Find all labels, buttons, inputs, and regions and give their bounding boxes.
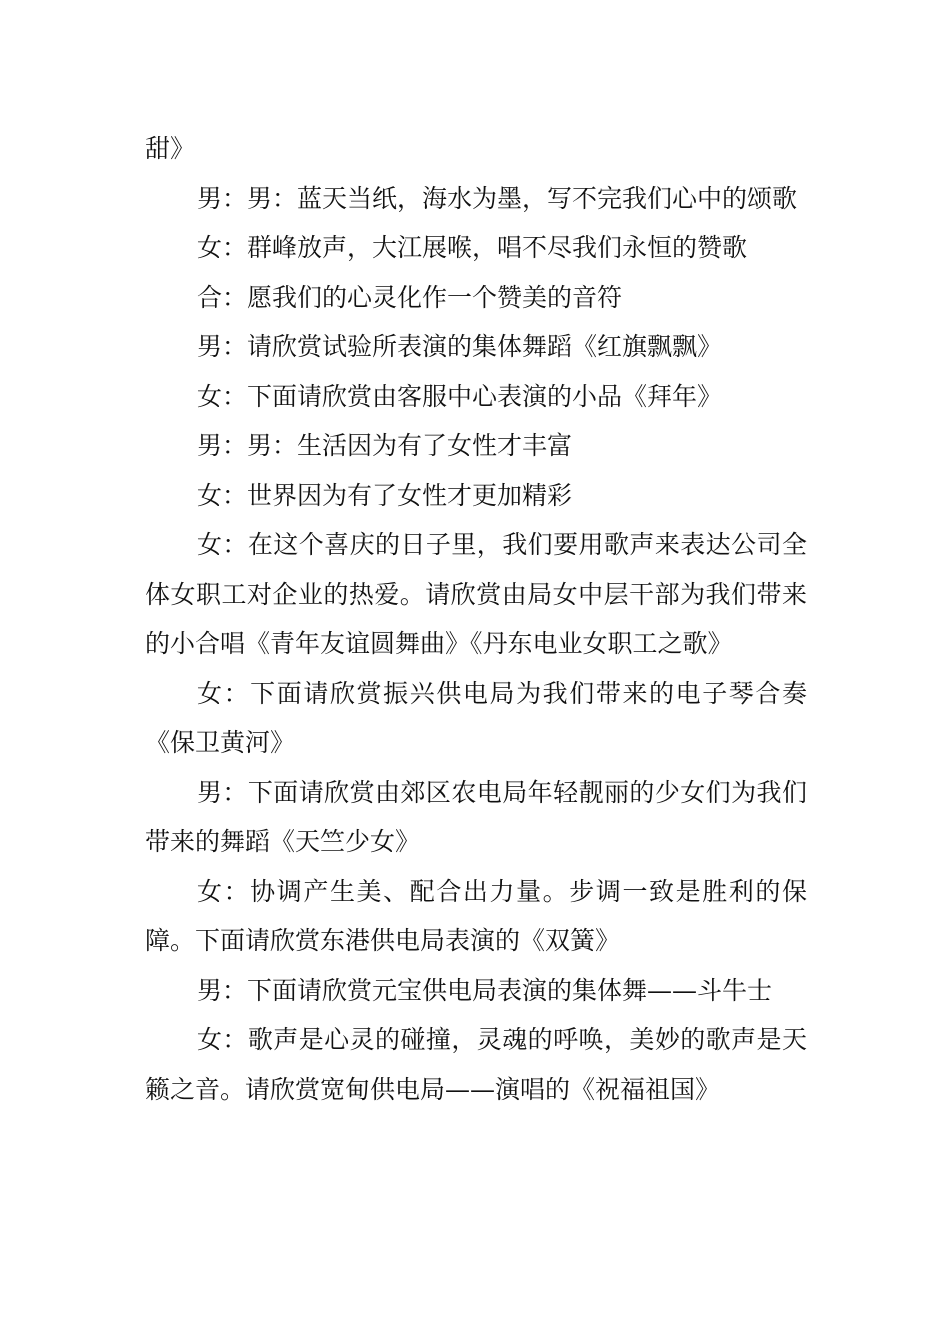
dialogue-line: 女：下面请欣赏由客服中心表演的小品《拜年》 xyxy=(197,381,723,411)
dialogue-line: 女：世界因为有了女性才更加精彩 xyxy=(197,480,573,510)
dialogue-line: 男：下面请欣赏由郊区农电局年轻靓丽的少女们为我们带来的舞蹈《天竺少女》 xyxy=(145,777,807,856)
document-body xyxy=(145,124,807,1114)
dialogue-line: 女：群峰放声，大江展喉，唱不尽我们永恒的赞歌 xyxy=(197,233,748,262)
dialogue-line: 女：歌声是心灵的碰撞，灵魂的呼唤，美妙的歌声是天籁之音。请欣赏宽甸供电局——演唱的《祝福祖国》 xyxy=(145,1025,807,1104)
dialogue-line: 女：下面请欣赏振兴供电局为我们带来的电子琴合奏《保卫黄河》 xyxy=(145,678,807,757)
dialogue-line: 男：男：蓝天当纸，海水为墨，写不完我们心中的颂歌 xyxy=(197,183,798,213)
dialogue-line: 男：男：生活因为有了女性才丰富 xyxy=(197,431,573,460)
dialogue-line: 女：协调产生美、配合出力量。步调一致是胜利的保障。下面请欣赏东港供电局表演的《双簧》 xyxy=(145,876,807,955)
dialogue-line: 男：请欣赏试验所表演的集体舞蹈《红旗飘飘》 xyxy=(197,332,723,361)
dialogue-line: 女：在这个喜庆的日子里，我们要用歌声来表达公司全体女职工对企业的热爱。请欣赏由局女中层干部为我们带来的小合唱《青年友谊圆舞曲》《丹东电业女职工之歌》 xyxy=(145,530,807,658)
paragraph-continuation: 甜》 xyxy=(145,134,196,163)
dialogue-line: 合：愿我们的心灵化作一个赞美的音符 xyxy=(197,282,623,312)
dialogue-line: 男：下面请欣赏元宝供电局表演的集体舞——斗牛士 xyxy=(197,975,773,1005)
